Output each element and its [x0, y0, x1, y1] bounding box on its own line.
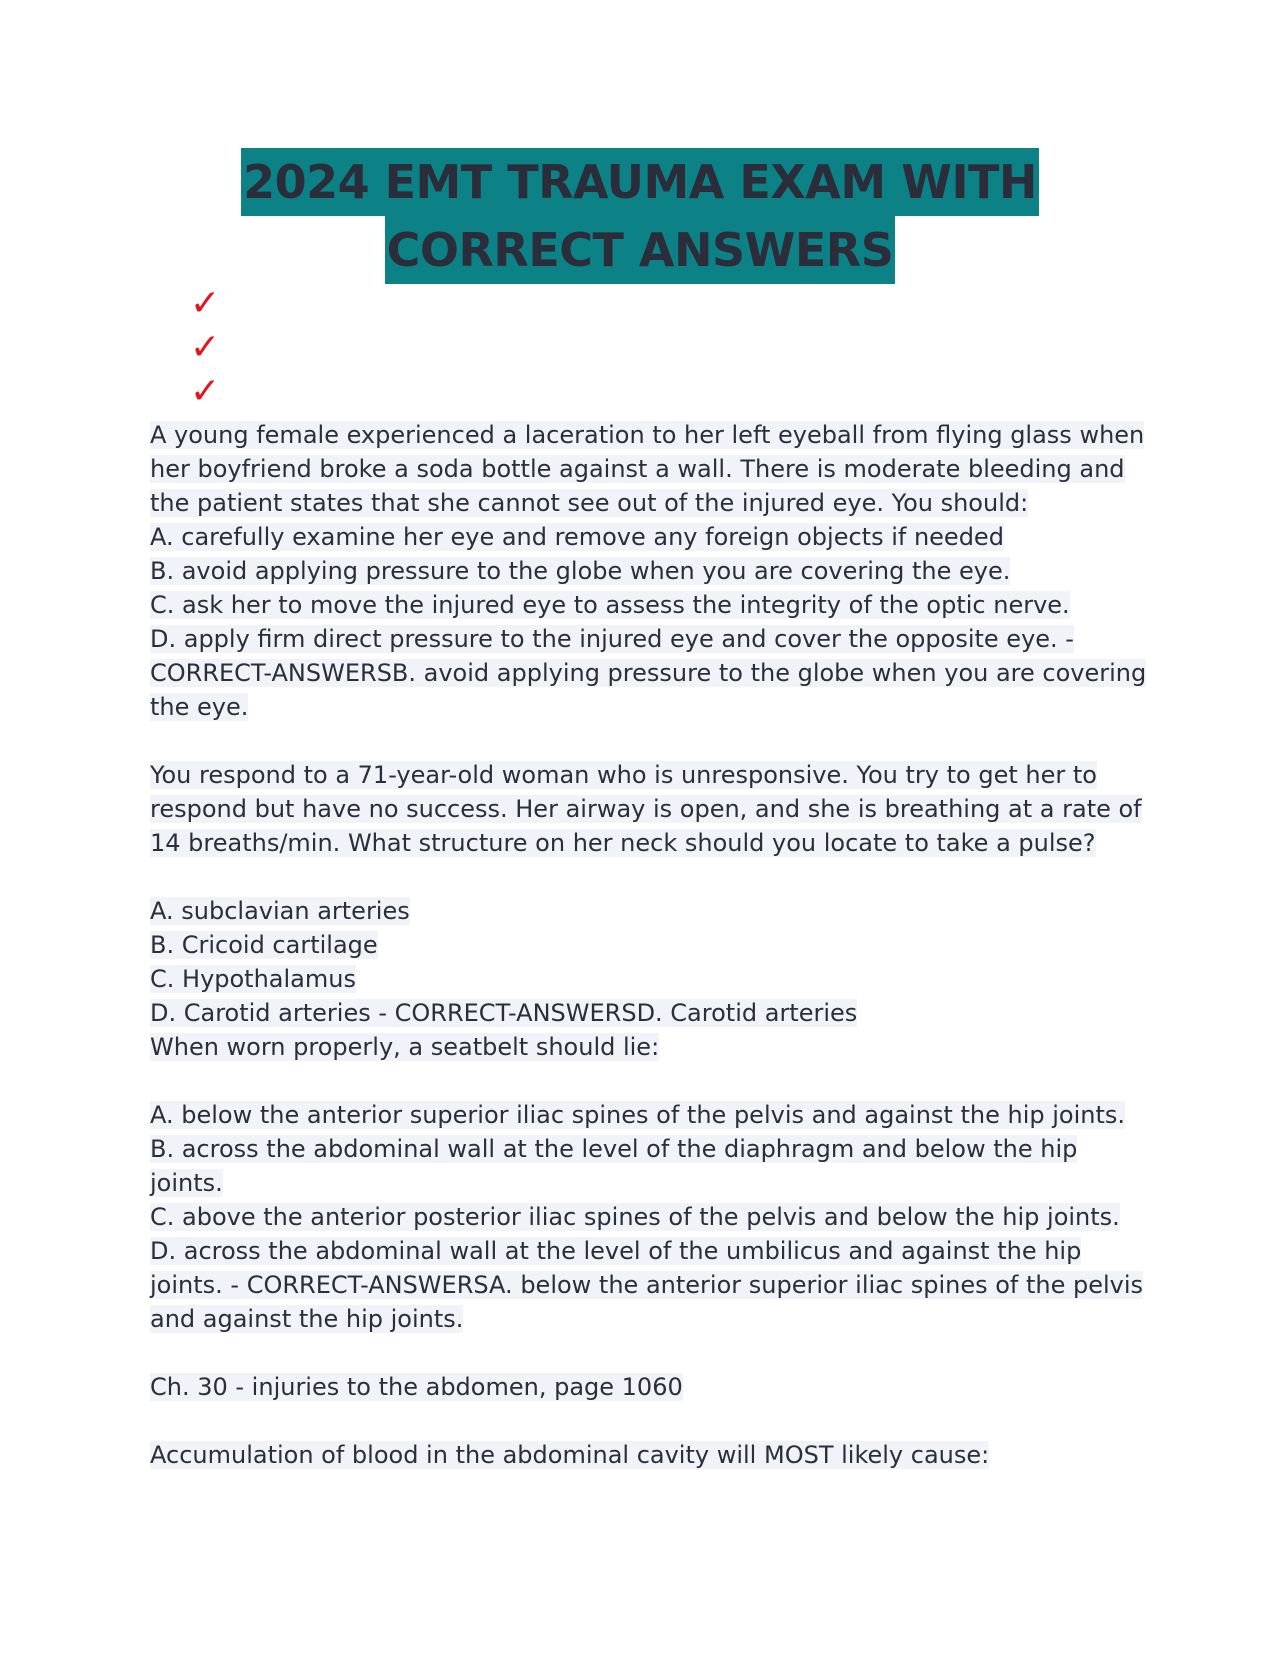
text-line: joints. - CORRECT-ANSWERSA. below the anterior superior iliac spines of the pelvis — [150, 1271, 1144, 1299]
text-line: C. above the anterior posterior iliac spines of the pelvis and below the hip joints. — [150, 1203, 1120, 1231]
text-line: B. Cricoid cartilage — [150, 931, 378, 959]
text-line: A. carefully examine her eye and remove any foreign objects if needed — [150, 523, 1004, 551]
text-line: Accumulation of blood in the abdominal cavity will MOST likely cause: — [150, 1441, 990, 1469]
text-line: B. across the abdominal wall at the level of the diaphragm and below the hip — [150, 1135, 1078, 1163]
text-line: Ch. 30 - injuries to the abdomen, page 1060 — [150, 1373, 683, 1401]
blank-line — [150, 724, 1130, 758]
text-line: You respond to a 71-year-old woman who is unresponsive. You try to get her to — [150, 761, 1097, 789]
text-line: A young female experienced a laceration to her left eyeball from flying glass when — [150, 421, 1145, 449]
text-line: the eye. — [150, 693, 249, 721]
text-line: A. below the anterior superior iliac spines of the pelvis and against the hip joints. — [150, 1101, 1125, 1129]
text-line: CORRECT-ANSWERSB. avoid applying pressure to the globe when you are covering — [150, 659, 1147, 687]
blank-line — [150, 1064, 1130, 1098]
text-line: and against the hip joints. — [150, 1305, 464, 1333]
text-line: respond but have no success. Her airway is open, and she is breathing at a rate of — [150, 795, 1142, 823]
text-line: D. Carotid arteries - CORRECT-ANSWERSD. Carotid arteries — [150, 999, 858, 1027]
checkmark-icon: ✓ — [190, 371, 221, 412]
checkmark-icon: ✓ — [190, 327, 221, 368]
title-line-2: CORRECT ANSWERS — [385, 216, 896, 284]
text-line: A. subclavian arteries — [150, 897, 410, 925]
text-line: C. ask her to move the injured eye to assess the integrity of the optic nerve. — [150, 591, 1070, 619]
text-line: 14 breaths/min. What structure on her neck should you locate to take a pulse? — [150, 829, 1096, 857]
document-body — [150, 418, 1147, 1472]
text-line: D. across the abdominal wall at the level of the umbilicus and against the hip — [150, 1237, 1082, 1265]
checkmark-list — [190, 282, 230, 414]
page-title — [150, 148, 1130, 284]
text-line: When worn properly, a seatbelt should lie: — [150, 1033, 660, 1061]
text-line: her boyfriend broke a soda bottle against a wall. There is moderate bleeding and — [150, 455, 1125, 483]
blank-line — [150, 1404, 1130, 1438]
title-line-1: 2024 EMT TRAUMA EXAM WITH — [241, 148, 1039, 216]
blank-line — [150, 1336, 1130, 1370]
text-line: D. apply firm direct pressure to the injured eye and cover the opposite eye. - — [150, 625, 1074, 653]
text-line: B. avoid applying pressure to the globe when you are covering the eye. — [150, 557, 1011, 585]
text-line: the patient states that she cannot see out of the injured eye. You should: — [150, 489, 1029, 517]
blank-line — [150, 860, 1130, 894]
text-line: C. Hypothalamus — [150, 965, 356, 993]
checkmark-icon: ✓ — [190, 283, 221, 324]
text-line: joints. — [150, 1169, 223, 1197]
